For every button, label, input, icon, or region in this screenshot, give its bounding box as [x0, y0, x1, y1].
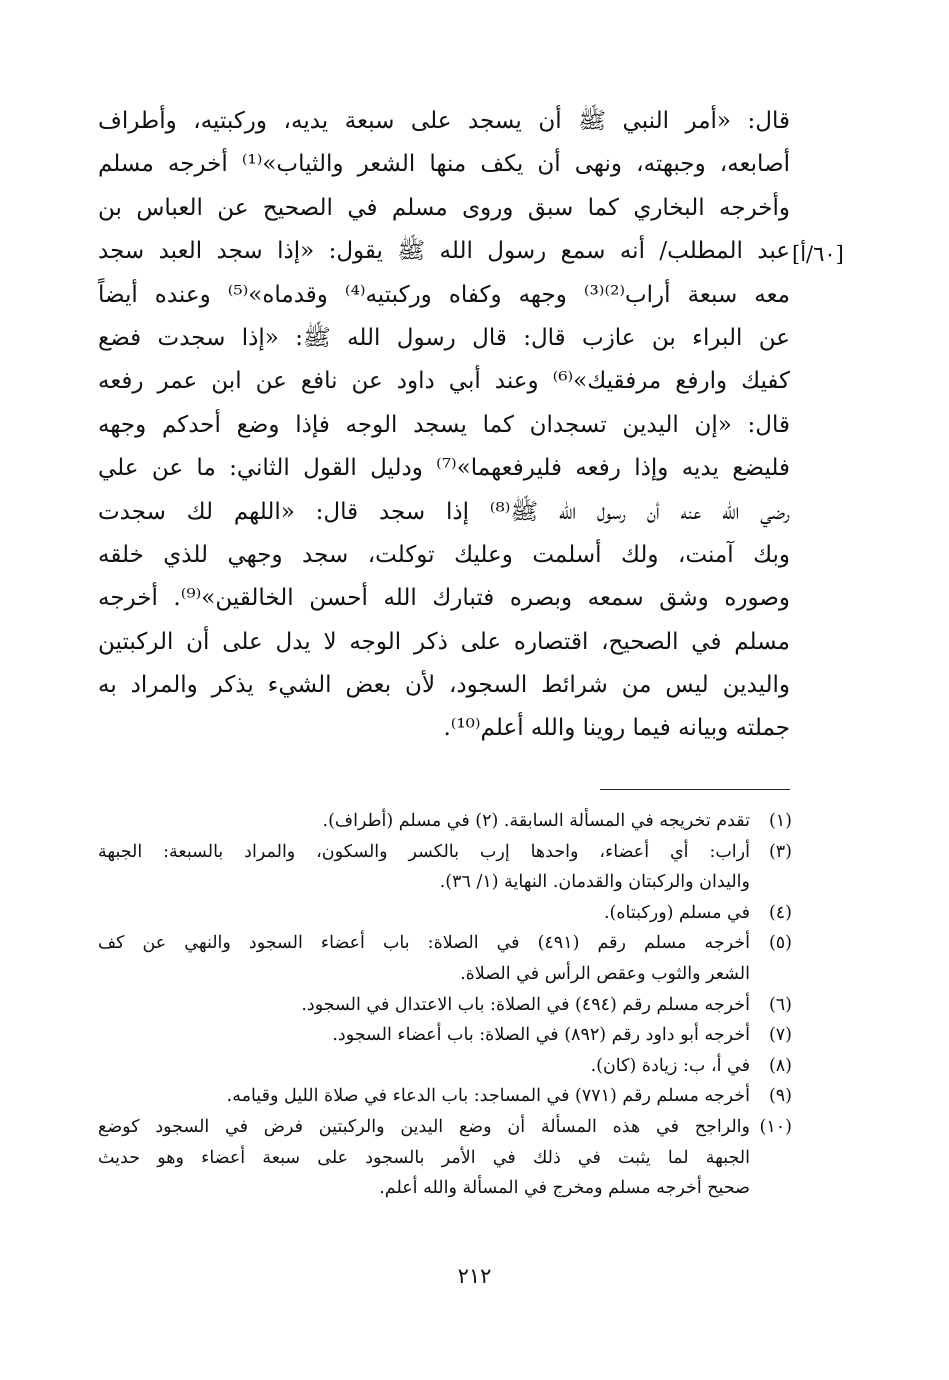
- footnote-number: (١): [768, 811, 792, 831]
- text-line: جملته وبيانه فيما روينا والله أعلم⁽¹⁰⁾.: [443, 715, 790, 742]
- text-line: وصوره وشق سمعه وبصره فتبارك الله أحسن الخالقين»⁽⁹⁾. أخرجه: [98, 585, 790, 612]
- footnote-item: [98, 1081, 792, 1112]
- footnote-item: [98, 898, 792, 929]
- manuscript-folio-marker: [٦٠/أ]: [792, 242, 844, 266]
- text-line: مسلم في الصحيح، اقتصاره على ذكر الوجه لا يدل على أن الركبتين: [98, 628, 790, 655]
- main-text: [98, 100, 790, 751]
- text-line: كفيك وارفع مرفقيك»⁽⁶⁾ وعند أبي داود عن نافع عن ابن عمر رفعه: [98, 368, 790, 395]
- footnote-text: أراب: أي أعضاء، واحدها إرب بالكسر والسكون، والمراد بالسبعة: الجبهة: [98, 841, 750, 862]
- footnote-text: أخرجه مسلم رقم (٤٩١) في الصلاة: باب أعضاء السجود والنهي عن كف: [98, 933, 750, 954]
- footnote-text: أخرجه أبو داود رقم (٨٩٢) في الصلاة: باب أعضاء السجود.: [332, 1025, 750, 1046]
- footnote-text: في مسلم (وركبتاه).: [603, 902, 750, 923]
- footnote-number: (١٠): [759, 1116, 792, 1137]
- text-line: وبك آمنت، ولك أسلمت وعليك توكلت، سجد وجهي للذي خلقه: [98, 541, 790, 568]
- page-number: ٢١٢: [457, 1264, 492, 1288]
- text-line: واليدين ليس من شرائط السجود، لأن بعض الشيء يذكر والمراد به: [98, 672, 790, 699]
- text-line: قال: «أمر النبي ﷺ أن يسجد على سبعة يديه، وركبتيه، وأطراف: [98, 108, 790, 134]
- footnote-item: [98, 1112, 792, 1204]
- footnote-text: أخرجه مسلم رقم (٧٧١) في المساجد: باب الدعاء في صلاة الليل وقيامه.: [226, 1086, 750, 1107]
- footnotes: [98, 806, 792, 1204]
- footnote-text: أخرجه مسلم رقم (٤٩٤) في الصلاة: باب الاعتدال في السجود.: [301, 994, 750, 1015]
- footnote-number: (٧): [768, 1025, 792, 1046]
- footnote-text: تقدم تخريجه في المسألة السابقة. (٢) في مسلم (أطراف).: [322, 811, 750, 831]
- text-line: أصابعه، وجبهته، ونهى أن يكف منها الشعر والثياب»⁽¹⁾ أخرجه مسلم: [98, 151, 790, 178]
- footnote-number: (٨): [768, 1055, 792, 1076]
- footnote-number: (٣): [768, 841, 792, 862]
- text-line: فليضع يديه وإذا رفعه فليرفعهما»⁽⁷⁾ ودليل القول الثاني: ما عن علي: [98, 455, 790, 482]
- footnote-text: الجبهة لما يثبت في ذلك في الأمر بالسجود على سبعة أعضاء وهو حديث: [98, 1147, 750, 1168]
- text-line: عبد المطلب/ أنه سمع رسول الله ﷺ يقول: «إذا سجد العبد سجد: [98, 238, 790, 265]
- footnote-item: [98, 837, 792, 898]
- footnote-item: [98, 928, 792, 989]
- footnote-item: [98, 806, 792, 837]
- footnote-item: [98, 1051, 792, 1082]
- text-line: عن البراء بن عازب قال: قال رسول الله ﷺ: «إذا سجدت فضع: [98, 324, 790, 351]
- footnote-item: [98, 990, 792, 1021]
- text-line: معه سبعة أراب⁽²⁾⁽³⁾ وجهه وكفاه وركبتيه⁽⁴⁾ وقدماه»⁽⁵⁾ وعنده أيضاً: [98, 281, 790, 308]
- text-line: رضي الله عنه أن رسول الله ﷺ⁽⁸⁾ إذا سجد قال: «اللهم لك سجدت: [98, 498, 791, 525]
- footnote-text: الشعر والثوب وعقص الرأس في الصلاة.: [460, 963, 750, 984]
- footnote-number: (٦): [768, 994, 792, 1015]
- text-line: وأخرجه البخاري كما سبق وروى مسلم في الصحيح عن العباس بن: [98, 194, 790, 221]
- footnote-number: (٩): [768, 1086, 792, 1107]
- footnote-text: صحيح أخرجه مسلم ومخرج في المسألة والله أعلم.: [379, 1178, 750, 1199]
- footnote-text: واليدان والركبتان والقدمان. النهاية (١/ ٣٦).: [439, 872, 750, 893]
- text-line: قال: «إن اليدين تسجدان كما يسجد الوجه فإذا وضع أحدكم وجهه: [98, 411, 790, 438]
- footnote-separator: [600, 789, 790, 790]
- footnote-item: [98, 1020, 792, 1051]
- footnote-number: (٥): [768, 933, 792, 954]
- footnote-number: (٤): [768, 902, 792, 923]
- footnote-text: في أ، ب: زيادة (كان).: [590, 1055, 750, 1076]
- footnote-text: والراجح في هذه المسألة أن وضع اليدين والركبتين فرض في السجود كوضع: [98, 1116, 750, 1137]
